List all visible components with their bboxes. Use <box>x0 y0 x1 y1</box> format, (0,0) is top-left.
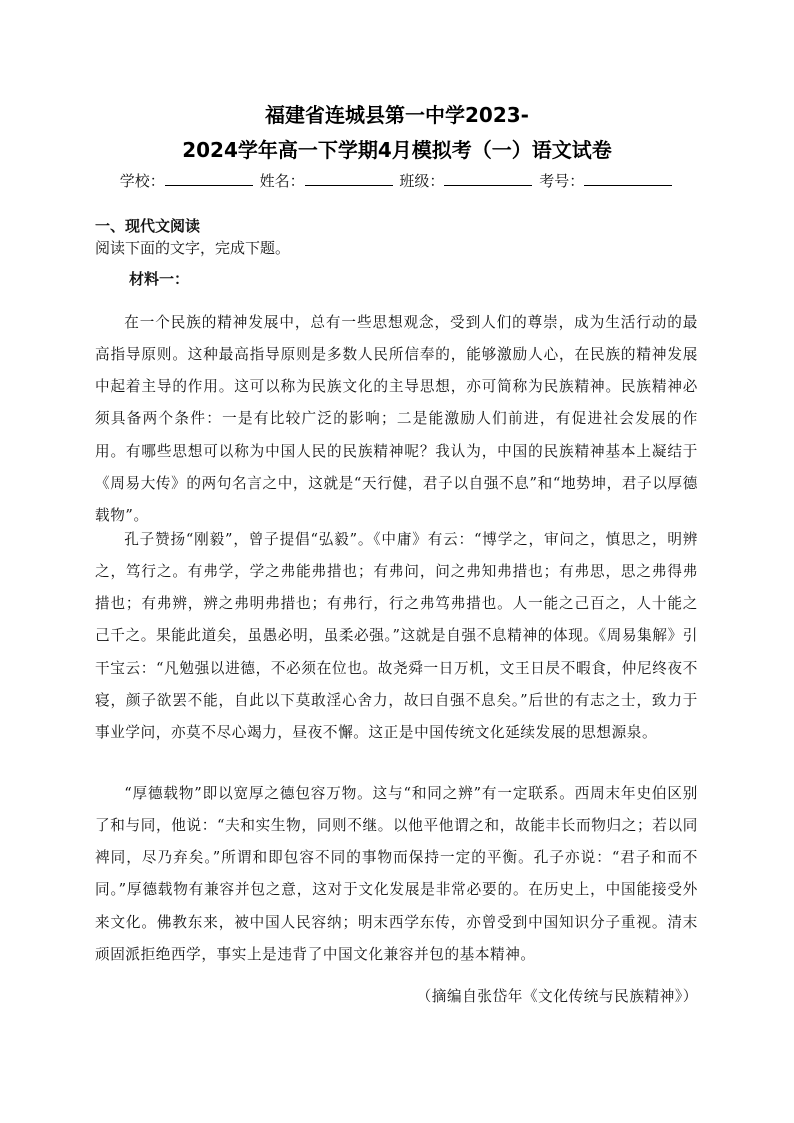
school-field <box>120 170 255 192</box>
name-blank[interactable] <box>305 170 393 186</box>
school-blank[interactable] <box>165 170 253 186</box>
exam-title-line2: 2024学年高一下学期4月模拟考（一）语文试卷 <box>182 138 612 162</box>
name-field <box>260 170 395 192</box>
paragraph-3: “厚德载物”即以宽厚之德包容万物。这与“和同之辨”有一定联系。西周末年史伯区别了和与同，他说：“夫和实生物，同则不继。以他平他谓之和，故能丰长而物归之；若以同裨同，尽乃弃矣。”所谓和即包容不同的事物而保持一定的平衡。孔子亦说：“君子和而不同。”厚德载物有兼容并包之意，这对于文化发展是非常必要的。在历史上，中国能接受外来文化。佛教东来，被中国人民容纳；明末西学东传，亦曾受到中国知识分子重视。清末顽固派拒绝西学，事实上是违背了中国文化兼容并包的基本精神。 <box>95 784 698 964</box>
source-citation: （摘编自张岱年《文化传统与民族精神》） <box>416 988 698 1005</box>
section-heading: 一、现代文阅读 <box>95 217 201 235</box>
student-info-row <box>0 170 794 192</box>
class-label: 班级： <box>399 172 445 190</box>
school-label: 学校： <box>119 172 165 190</box>
class-blank[interactable] <box>444 170 532 186</box>
class-field <box>399 170 534 192</box>
reading-instruction: 阅读下面的文字，完成下题。 <box>95 239 291 257</box>
paragraph-2: 孔子赞扬“刚毅”，曾子提倡“弘毅”。《中庸》有云：“博学之，审问之，慎思之，明辨之，笃行之。有弗学，学之弗能弗措也；有弗问，问之弗知弗措也；有弗思，思之弗得弗措也；有弗辨，辨之弗明弗措也；有弗行，行之弗笃弗措也。人一能之己百之，人十能之己千之。果能此道矣，虽愚必明，虽柔必强。”这就是自强不息精神的体现。《周易集解》引干宝云：“凡勉强以进德，不必须在位也。故尧舜一日万机，文王日昃不暇食，仲尼终夜不寝，颜子欲罢不能，自此以下莫敢淫心舍力，故曰自强不息矣。”后世的有志之士，致力于事业学问，亦莫不尽心竭力，昼夜不懈。这正是中国传统文化延续发展的思想源泉。 <box>95 530 698 742</box>
paragraph-1: 在一个民族的精神发展中，总有一些思想观念，受到人们的尊崇，成为生活行动的最高指导原则。这种最高指导原则是多数人民所信奉的，能够激励人心，在民族的精神发展中起着主导的作用。这可以称为民族文化的主导思想，亦可简称为民族精神。民族精神必须具备两个条件：一是有比较广泛的影响；二是能激励人们前进，有促进社会发展的作用。有哪些思想可以称为中国人民的民族精神呢？我认为，中国的民族精神基本上凝结于《周易大传》的两句名言之中，这就是“天行健，君子以自强不息”和“地势坤，君子以厚德载物”。 <box>95 313 698 525</box>
exam-number-field <box>539 170 674 192</box>
material-label: 材料一： <box>129 270 190 288</box>
exam-title-line1: 福建省连城县第一中学2023- <box>265 103 529 127</box>
exam-number-blank[interactable] <box>584 170 672 186</box>
name-label: 姓名： <box>259 172 305 190</box>
exam-number-label: 考号： <box>539 172 585 190</box>
